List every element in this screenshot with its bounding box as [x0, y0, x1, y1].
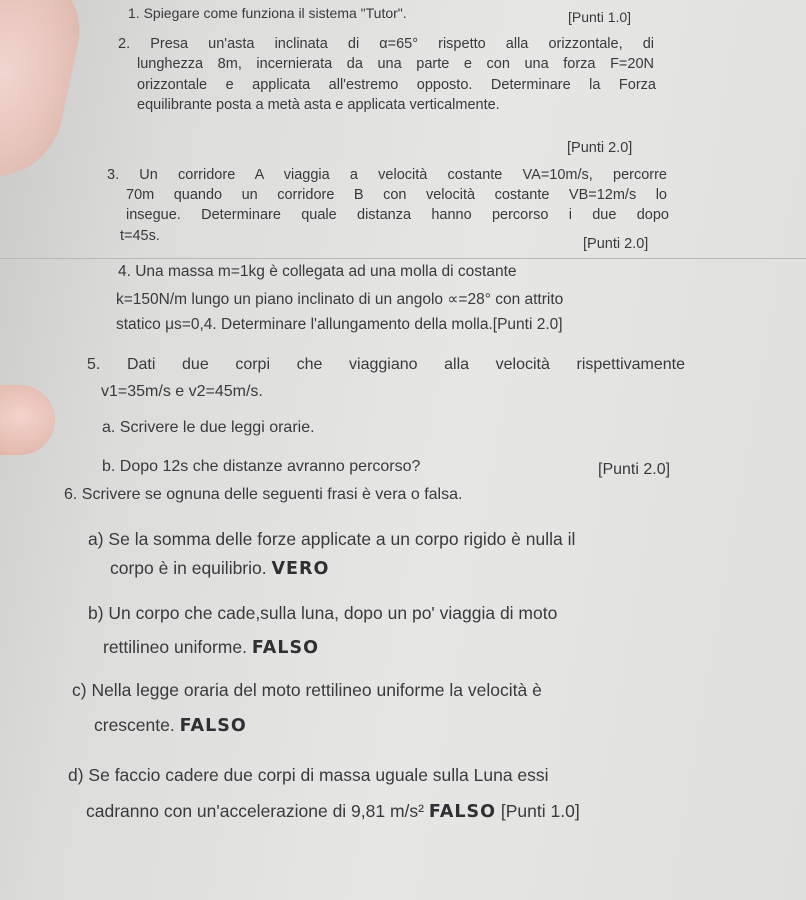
question-6a-text: corpo è in equilibrio.: [110, 558, 267, 578]
question-4-line-1: 4. Una massa m=1kg è collegata ad una molla di costante: [118, 263, 517, 280]
finger-photo: [0, 385, 55, 455]
page-fold-line: [0, 258, 806, 259]
answer-6c-handwritten: FALSO: [179, 716, 247, 736]
question-2-line-1: 2. Presa un'asta inclinata di α=65° rispetto alla orizzontale, di: [118, 36, 654, 52]
question-6b-text: rettilineo uniforme.: [103, 637, 247, 657]
question-3-points: [Punti 2.0]: [583, 236, 649, 252]
question-4-line-2: k=150N/m lungo un piano inclinato di un angolo ∝=28° con attrito: [116, 291, 564, 308]
question-6a-line-1: a) Se la somma delle forze applicate a un corpo rigido è nulla il: [88, 529, 576, 549]
question-5-part-a: a. Scrivere le due leggi orarie.: [102, 419, 315, 436]
question-6c-line-1: c) Nella legge oraria del moto rettilineo uniforme la velocità è: [72, 680, 542, 700]
question-4-line-3: statico μs=0,4. Determinare l'allungamento della molla.[Punti 2.0]: [116, 316, 563, 333]
question-1-points: [Punti 1.0]: [568, 9, 632, 25]
question-6c-text: crescente.: [94, 715, 175, 735]
question-6-points: [Punti 1.0]: [500, 801, 580, 821]
question-5-line-1: 5. Dati due corpi che viaggiano alla velocità rispettivamente: [87, 356, 685, 373]
question-6a-line-2: [110, 558, 329, 579]
question-2-line-4: equilibrante posta a metà asta e applicata verticalmente.: [137, 97, 500, 113]
question-5-part-b: b. Dopo 12s che distanze avranno percorso?: [102, 458, 421, 475]
question-6d-text: cadranno con un'accelerazione di 9,81 m/s²: [86, 801, 424, 821]
question-6b-line-1: b) Un corpo che cade,sulla luna, dopo un po' viaggia di moto: [88, 603, 558, 623]
answer-6d-handwritten: FALSO: [428, 802, 496, 822]
question-1-text: 1. Spiegare come funziona il sistema "Tutor".: [128, 5, 407, 21]
question-3-line-4: t=45s.: [120, 228, 160, 244]
question-2-points: [Punti 2.0]: [567, 140, 633, 156]
question-6-intro: 6. Scrivere se ognuna delle seguenti frasi è vera o falsa.: [64, 486, 463, 503]
question-6d-line-1: d) Se faccio cadere due corpi di massa uguale sulla Luna essi: [68, 765, 549, 785]
question-3-line-2: 70m quando un corridore B con velocità costante VB=12m/s lo: [126, 187, 667, 203]
question-2-line-2: lunghezza 8m, incernierata da una parte e con una forza F=20N: [137, 56, 654, 72]
answer-6a-handwritten: VERO: [271, 559, 330, 579]
question-3-line-3: insegue. Determinare quale distanza hanno percorso i due dopo: [126, 207, 669, 223]
question-5-points: [Punti 2.0]: [598, 461, 671, 478]
question-5-line-2: v1=35m/s e v2=45m/s.: [101, 383, 263, 400]
question-6c-line-2: [94, 715, 247, 736]
thumb-photo: [0, 0, 91, 189]
question-6b-line-2: [103, 637, 319, 658]
question-6d-line-2: [86, 801, 580, 822]
answer-6b-handwritten: FALSO: [251, 638, 319, 658]
question-3-line-1: 3. Un corridore A viaggia a velocità costante VA=10m/s, percorre: [107, 167, 667, 183]
question-2-line-3: orizzontale e applicata all'estremo opposto. Determinare la Forza: [137, 77, 656, 93]
